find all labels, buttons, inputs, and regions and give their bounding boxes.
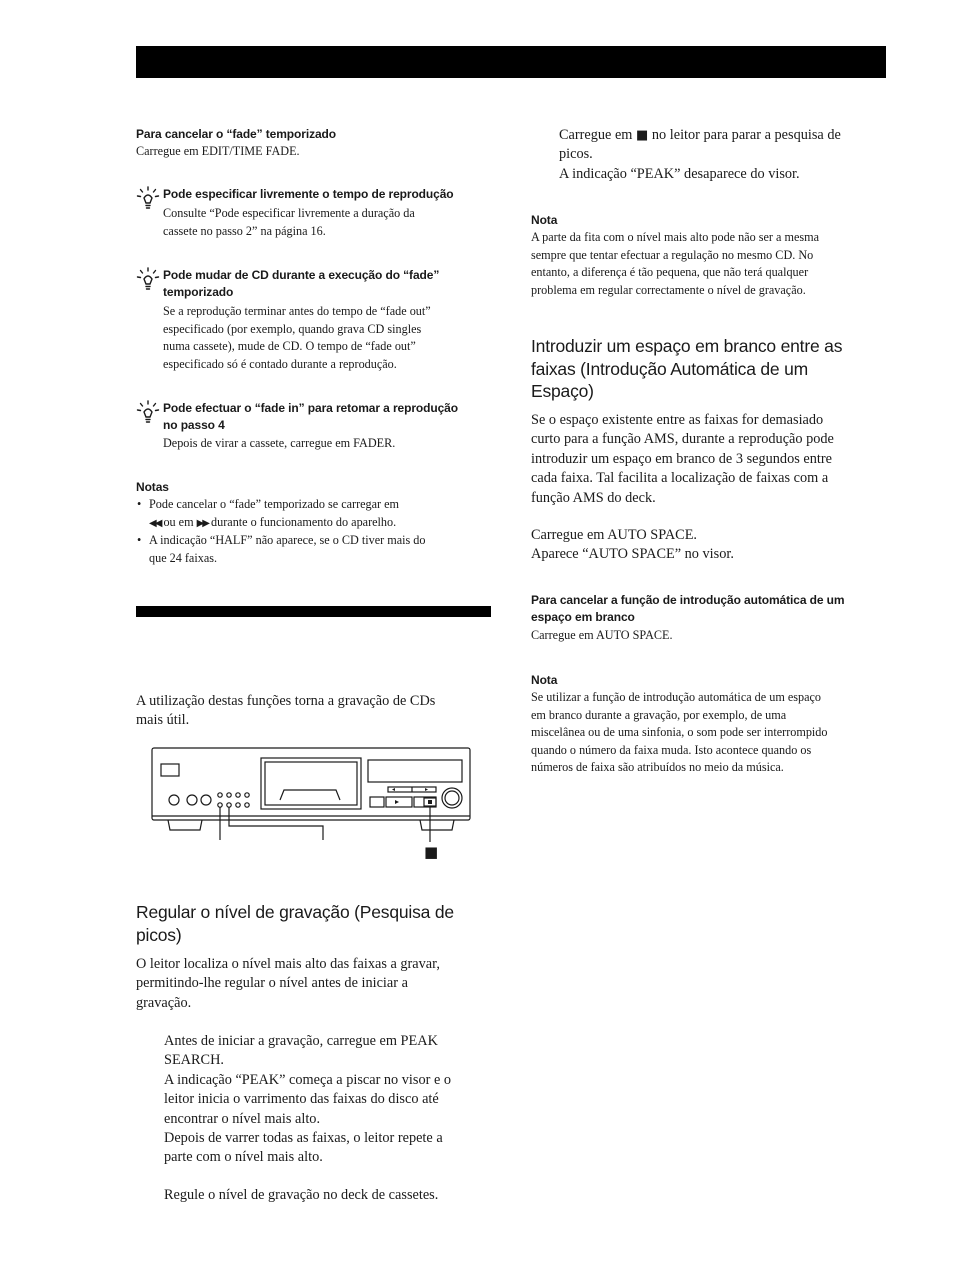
peak-search-title: Regular o nível de gravação (Pesquisa de picos) xyxy=(136,902,454,945)
tip-heading: Pode especificar livremente o tempo de reprodução xyxy=(163,187,454,201)
tip-text: Se a reprodução terminar antes do tempo de “fade out” especificado (por exemplo, quando grava CD singles numa cassete), mude de CD. O tempo de “fade out” especificado só é contado durante a reprodução. xyxy=(163,304,431,371)
tip-heading: Pode mudar de CD durante a execução do “fade” temporizado xyxy=(163,268,440,299)
stop-button-label: ■ xyxy=(424,843,439,861)
lightbulb-icon xyxy=(136,186,160,210)
peak-search-step-3: Carregue em ■ no leitor para parar a pesquisa de picos. A indicação “PEAK” desaparece do visor. xyxy=(559,127,841,182)
auto-space-title: Introduzir um espaço em branco entre as faixas (Introdução Automática de um Espaço) xyxy=(531,336,843,401)
notes-heading: Notas xyxy=(136,480,169,494)
list-item: • A indicação “HALF” não aparece, se o CD tiver mais do que 24 faixas. xyxy=(136,532,496,567)
list-item: • Pode cancelar o “fade” temporizado se carregar em ◀◀ ou em ▶▶ durante o funcionamento do aparelho. xyxy=(136,496,496,532)
section-rule xyxy=(136,606,491,617)
cancel-fade-text: Carregue em EDIT/TIME FADE. xyxy=(136,144,300,158)
nota-text: A parte da fita com o nível mais alto pode não ser a mesma sempre que tentar efectuar a regulação no mesmo CD. No entanto, a diferença é tão pequena, que não terá qualquer problema em regular correctamente o nível de gravação. xyxy=(531,230,820,297)
nota-text: Se utilizar a função de introdução automática de um espaço em branco durante a gravação, por exemplo, de uma miscelânea ou de uma sinfonia, o som pode ser interrompido quando o número da faixa muda. Isto acontece quando os números de faixa são atribuídos no meio da música. xyxy=(531,690,828,774)
tip-text: Depois de virar a cassete, carregue em FADER. xyxy=(163,436,396,450)
tip-text: Consulte “Pode especificar livremente a duração da cassete no passo 2” na página 16. xyxy=(163,206,415,238)
rewind-symbol: ◀◀ xyxy=(149,517,161,529)
header-bar xyxy=(136,46,886,78)
fast-forward-symbol: ▶▶ xyxy=(196,517,208,529)
peak-search-step-2: Regule o nível de gravação no deck de cassetes. xyxy=(164,1187,439,1203)
cancel-fade-heading: Para cancelar o “fade” temporizado xyxy=(136,127,337,141)
auto-space-intro: Se o espaço existente entre as faixas for demasiado curto para a função AMS, durante a reprodução pode introduzir um espaço em branco de 3 segundos entre cada faixa. Tal facilita a localização de faixas com a função AMS do deck. xyxy=(531,412,834,506)
auto-space-step: Carregue em AUTO SPACE. Aparece “AUTO SPACE” no visor. xyxy=(531,527,734,563)
peak-search-intro: O leitor localiza o nível mais alto das faixas a gravar, permitindo-lhe regular o nível antes de iniciar a gravação. xyxy=(136,956,440,1011)
stop-symbol: ■ xyxy=(636,128,649,143)
peak-search-step-1: Antes de iniciar a gravação, carregue em PEAK SEARCH. A indicação “PEAK” começa a piscar no visor e o leitor inicia o varrimento das faixas do disco até encontrar o nível mais alto. Depois de varrer todas as faixas, o leitor repete a parte com o nível mais alto. xyxy=(164,1033,452,1166)
nota-heading: Nota xyxy=(531,213,558,227)
functions-intro: A utilização destas funções torna a gravação de CDs mais útil. xyxy=(136,693,436,729)
tip-heading: Pode efectuar o “fade in” para retomar a reprodução no passo 4 xyxy=(163,401,458,432)
cancel-auto-space-text: Carregue em AUTO SPACE. xyxy=(531,628,673,642)
lightbulb-icon xyxy=(136,267,160,291)
cancel-auto-space-heading: Para cancelar a função de introdução automática de um espaço em branco xyxy=(531,593,845,624)
nota-heading: Nota xyxy=(531,673,558,687)
lightbulb-icon xyxy=(136,400,160,424)
notes-list xyxy=(136,496,496,567)
